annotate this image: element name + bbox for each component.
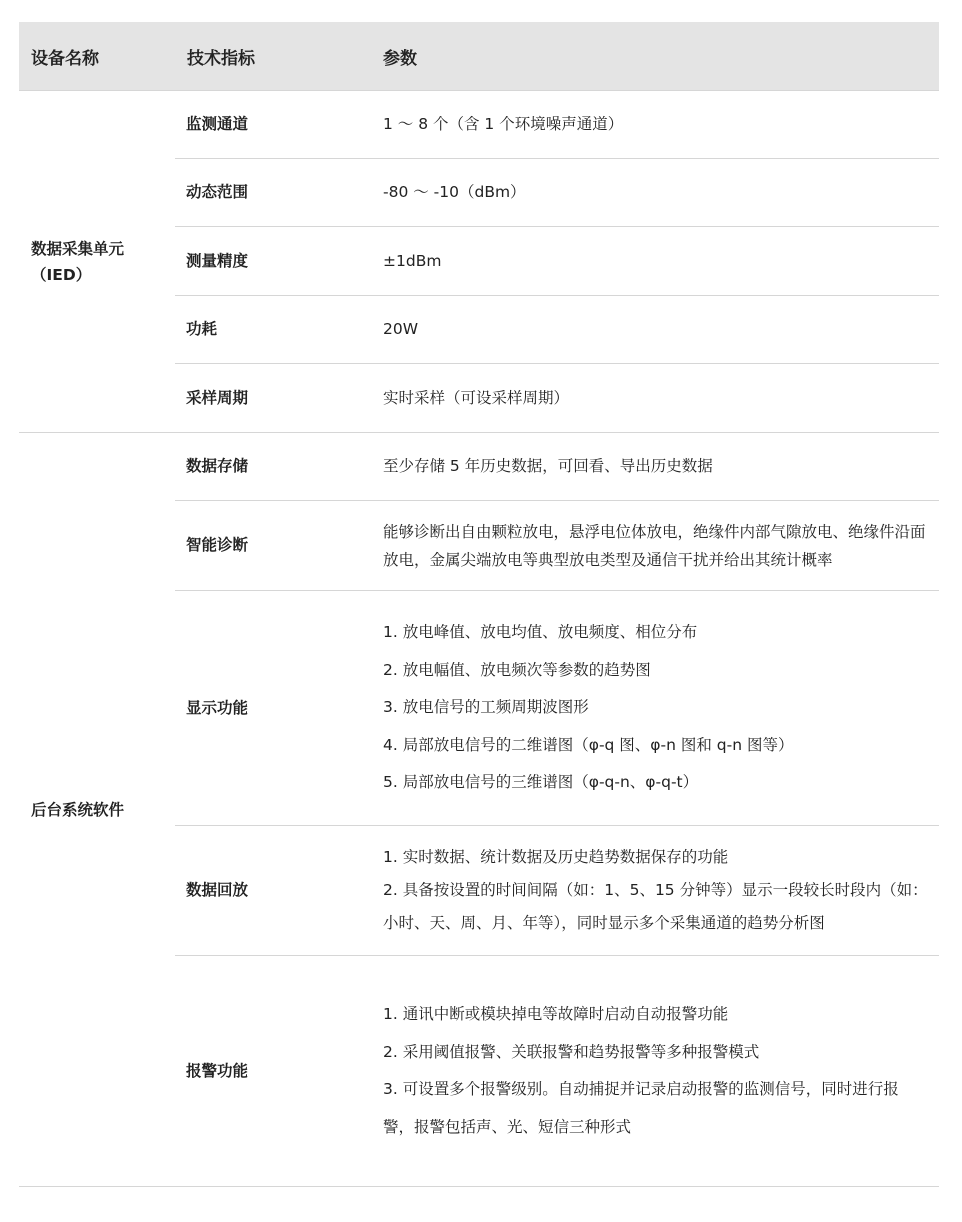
list-item: 3. 放电信号的工频周期波图形 <box>383 698 589 717</box>
indicator-cell: 数据存储 <box>175 433 371 501</box>
list-item: 4. 局部放电信号的二维谱图（φ-q 图、φ-n 图和 q-n 图等） <box>383 735 794 754</box>
param-cell: -80 ～ -10（dBm） <box>371 159 939 227</box>
header-parameter: 参数 <box>371 22 939 91</box>
list-item: 2. 具备按设置的时间间隔（如：1、5、15 分钟等）显示一段较长时段内（如：小时、天、周、月、年等），同时显示多个采集通道的趋势分析图 <box>383 881 928 932</box>
param-cell <box>371 826 939 956</box>
table-row <box>19 433 939 501</box>
indicator-cell: 功耗 <box>175 296 371 364</box>
table-header-row <box>19 22 939 91</box>
indicator-cell: 监测通道 <box>175 91 371 159</box>
indicator-cell: 采样周期 <box>175 364 371 433</box>
device-name-ied: 数据采集单元（IED） <box>19 91 175 433</box>
indicator-cell: 智能诊断 <box>175 501 371 591</box>
header-device-name: 设备名称 <box>19 22 175 91</box>
indicator-cell: 报警功能 <box>175 956 371 1187</box>
alarm-function-list <box>383 996 929 1146</box>
param-cell: ±1dBm <box>371 227 939 296</box>
list-item: 1. 放电峰值、放电均值、放电频度、相位分布 <box>383 623 698 642</box>
list-item: 2. 放电幅值、放电频次等参数的趋势图 <box>383 660 651 679</box>
spec-table <box>19 22 939 1187</box>
param-cell: 至少存储 5 年历史数据，可回看、导出历史数据 <box>371 433 939 501</box>
indicator-cell: 动态范围 <box>175 159 371 227</box>
list-item: 1. 通讯中断或模块掉电等故障时启动自动报警功能 <box>383 1005 729 1023</box>
param-cell: 1 ～ 8 个（含 1 个环境噪声通道） <box>371 91 939 159</box>
table-row <box>19 91 939 159</box>
list-item: 5. 局部放电信号的三维谱图（φ-q-n、φ-q-t） <box>383 773 699 792</box>
list-item: 1. 实时数据、统计数据及历史趋势数据保存的功能 <box>383 848 729 866</box>
indicator-cell: 显示功能 <box>175 591 371 826</box>
param-cell: 能够诊断出自由颗粒放电，悬浮电位体放电，绝缘件内部气隙放电、绝缘件沿面放电，金属尖端放电等典型放电类型及通信干扰并给出其统计概率 <box>371 501 939 591</box>
param-cell: 20W <box>371 296 939 364</box>
indicator-cell: 数据回放 <box>175 826 371 956</box>
list-item: 3. 可设置多个报警级别。自动捕捉并记录启动报警的监测信号，同时进行报警，报警包括声、光、短信三种形式 <box>383 1080 899 1136</box>
param-cell <box>371 591 939 826</box>
param-cell <box>371 956 939 1187</box>
data-playback-list <box>383 841 929 940</box>
indicator-cell: 测量精度 <box>175 227 371 296</box>
list-item: 2. 采用阈值报警、关联报警和趋势报警等多种报警模式 <box>383 1042 760 1061</box>
header-indicator: 技术指标 <box>175 22 371 91</box>
param-cell: 实时采样（可设采样周期） <box>371 364 939 433</box>
display-function-list <box>383 614 929 802</box>
device-name-backend-software: 后台系统软件 <box>19 433 175 1187</box>
